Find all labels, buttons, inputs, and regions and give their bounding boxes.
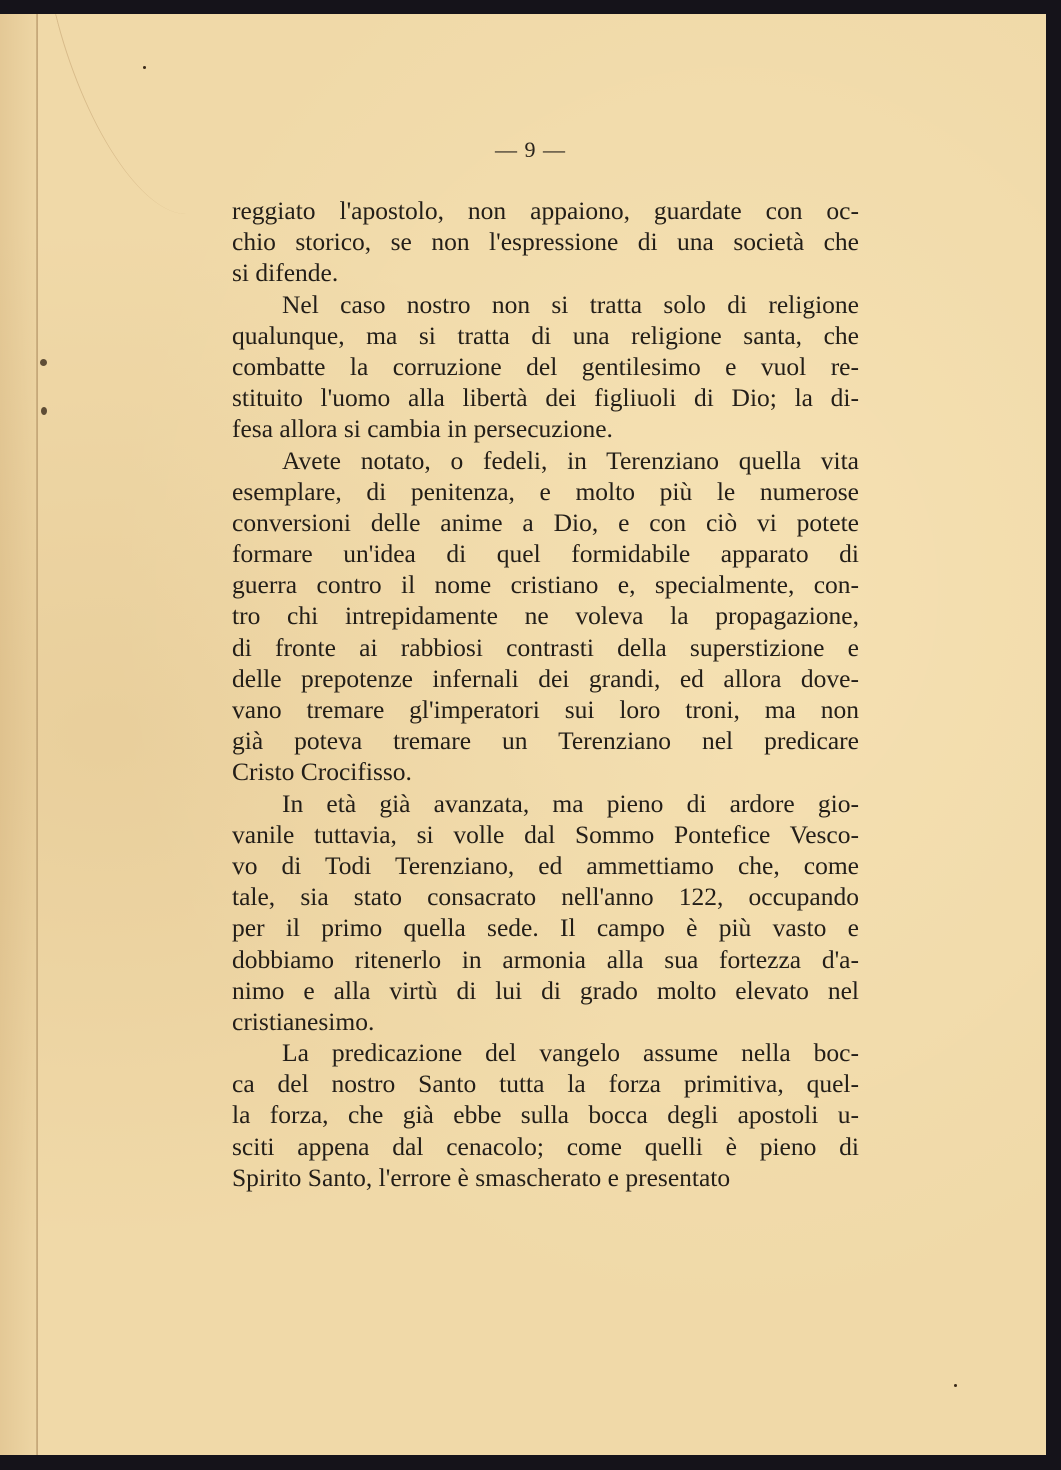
text-line: vano tremare gl'imperatori sui loro troni, ma non — [232, 695, 859, 724]
binding-shadow — [0, 14, 36, 1455]
text-line: Spirito Santo, l'errore è smascherato e presentato — [232, 1162, 731, 1192]
text-line: guerra contro il nome cristiano e, specialmente, con- — [232, 570, 859, 600]
text-line: la forza, che già ebbe sulla bocca degli apostoli u- — [232, 1100, 859, 1130]
binding-fold-line — [36, 14, 38, 1455]
text-line: In età già avanzata, ma pieno di ardore gio- — [282, 788, 859, 818]
text-line: fesa allora si cambia in persecuzione. — [232, 414, 613, 444]
paragraph — [232, 195, 859, 289]
text-line: vanile tuttavia, si volle dal Sommo Pontefice Vesco- — [232, 819, 859, 849]
paper-speck — [954, 1384, 957, 1387]
text-line: ca del nostro Santo tutta la forza primitiva, quel- — [232, 1069, 859, 1099]
ink-stain — [41, 407, 47, 415]
text-line: Nel caso nostro non si tratta solo di religione — [282, 289, 859, 319]
text-line: delle prepotenze infernali dei grandi, ed allora dove- — [232, 663, 859, 693]
text-line: conversioni delle anime a Dio, e con ciò vi potete — [232, 507, 859, 537]
text-line: tale, sia stato consacrato nell'anno 122, occupando — [232, 882, 859, 912]
paragraph — [232, 445, 859, 788]
text-line: chio storico, se non l'espressione di una società che — [232, 227, 859, 257]
text-line: reggiato l'apostolo, non appaiono, guardate con oc- — [232, 196, 859, 225]
text-line: dobbiamo ritenerlo in armonia alla sua fortezza d'a- — [232, 944, 859, 974]
text-line: formare un'idea di quel formidabile apparato di — [232, 539, 859, 569]
page-number: — 9 — — [495, 137, 566, 162]
ink-stain — [40, 359, 47, 366]
text-line: già poteva tremare un Terenziano nel predicare — [232, 726, 859, 756]
text-line: stituito l'uomo alla libertà dei figliuoli di Dio; la di- — [232, 383, 859, 413]
paragraph — [232, 788, 859, 1038]
text-line: qualunque, ma si tratta di una religione santa, che — [232, 320, 859, 350]
paragraph — [232, 1037, 859, 1193]
text-line: Cristo Crocifisso. — [232, 757, 412, 787]
text-line: tro chi intrepidamente ne voleva la propagazione, — [232, 601, 859, 631]
text-line: nimo e alla virtù di lui di grado molto elevato nel — [232, 975, 859, 1005]
text-line: combatte la corruzione del gentilesimo e vuol re- — [232, 351, 859, 381]
text-line: sciti appena dal cenacolo; come quelli è pieno di — [232, 1131, 859, 1161]
body-text — [232, 195, 859, 1193]
paper-speck — [143, 66, 146, 69]
text-line: per il primo quella sede. Il campo è più vasto e — [232, 913, 859, 943]
text-line: esemplare, di penitenza, e molto più le numerose — [232, 476, 859, 506]
text-line: La predicazione del vangelo assume nella boc- — [282, 1038, 859, 1068]
paragraph — [232, 289, 859, 445]
text-line: di fronte ai rabbiosi contrasti della superstizione e — [232, 632, 859, 662]
text-line: vo di Todi Terenziano, ed ammettiamo che, come — [232, 850, 859, 880]
text-line: Avete notato, o fedeli, in Terenziano quella vita — [282, 445, 859, 475]
paper-crease — [55, 14, 186, 214]
text-line: si difende. — [232, 258, 339, 288]
text-line: cristianesimo. — [232, 1006, 375, 1036]
